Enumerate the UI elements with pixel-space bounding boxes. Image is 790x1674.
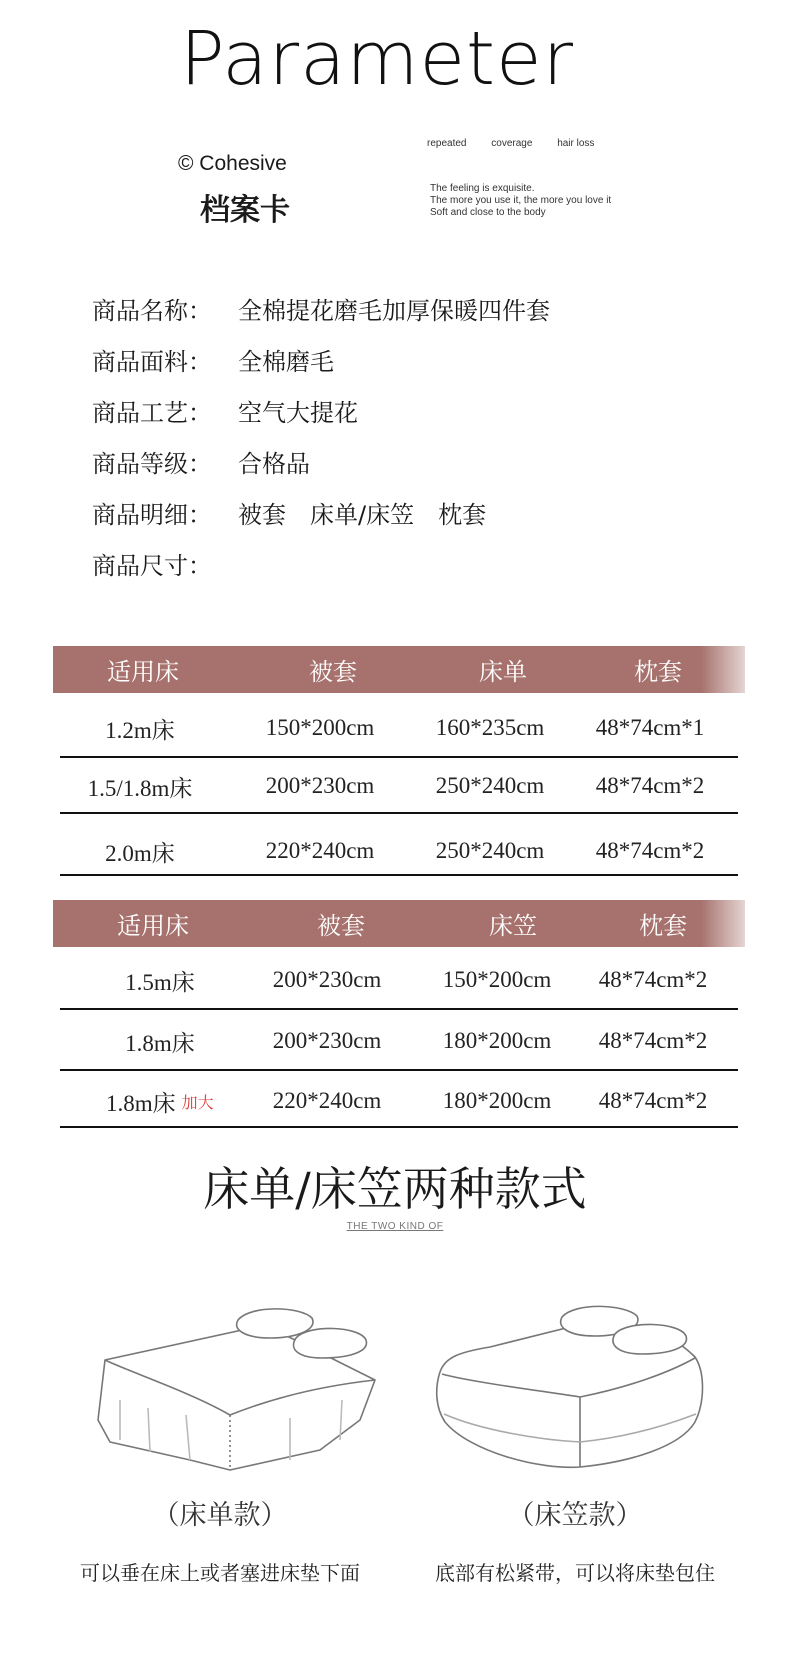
table-cell: 2.0m床 [105, 840, 175, 866]
table-header-cell: 被套 [309, 658, 357, 686]
table-cell: 48*74cm*2 [598, 1028, 708, 1053]
table-cell: 180*200cm [442, 1028, 552, 1053]
table-cell: 200*230cm [272, 967, 382, 992]
table-row [60, 820, 738, 882]
info-row-grade [92, 444, 310, 478]
row-divider [60, 1126, 738, 1128]
info-row-fabric [92, 342, 334, 376]
table-cell-text: 1.8m床 [106, 1090, 176, 1116]
info-label: 商品尺寸： [92, 551, 212, 580]
row-divider [60, 874, 738, 876]
row-divider [60, 1069, 738, 1071]
table-cell: 1.8m床 [125, 1030, 195, 1056]
page-title: Parameter [180, 16, 574, 102]
oversize-tag: 加大 [181, 1092, 214, 1112]
flat-sheet-description: 可以垂在床上或者塞进床垫下面 [80, 1561, 360, 1585]
table-cell: 150*200cm [265, 715, 375, 740]
table-cell: 48*74cm*2 [598, 1088, 708, 1113]
info-row-size [92, 546, 238, 580]
table1-header [53, 646, 745, 693]
info-label: 商品名称： [92, 296, 212, 325]
info-label: 商品面料： [92, 347, 212, 376]
table-cell: 220*240cm [272, 1088, 382, 1113]
fitted-sheet-description: 底部有松紧带，可以将床垫包住 [435, 1561, 715, 1585]
table-cell: 200*230cm [265, 773, 375, 798]
table-row [60, 952, 738, 1008]
info-row-contents [92, 495, 486, 529]
table-cell: 200*230cm [272, 1028, 382, 1053]
table-cell: 160*235cm [435, 715, 545, 740]
row-divider [60, 812, 738, 814]
fitted-sheet-style-name: （床笠款） [507, 1500, 643, 1531]
table-header-cell: 被套 [317, 912, 365, 940]
table2-header [53, 900, 745, 947]
info-value: 全棉提花磨毛加厚保暖四件套 [238, 296, 550, 325]
brand-name: © Cohesive [178, 152, 287, 175]
header-fade [701, 646, 745, 693]
info-value: 被套 床单/床笠 枕套 [238, 500, 487, 529]
table-cell: 1.5/1.8m床 [87, 775, 193, 801]
flat-sheet-illustration [90, 1300, 390, 1480]
info-label: 商品工艺： [92, 398, 212, 427]
info-row-craft [92, 393, 358, 427]
tagline-line: The more you use it, the more you love it [430, 195, 612, 206]
brand-subtitle: 档案卡 [200, 193, 290, 228]
table-cell: 150*200cm [442, 967, 552, 992]
table-header-cell: 床笠 [489, 912, 537, 940]
table-header-cell: 枕套 [639, 912, 687, 940]
table-cell: 48*74cm*1 [595, 715, 705, 740]
info-row-name [92, 291, 550, 325]
row-divider [60, 1008, 738, 1010]
header-fade [701, 900, 745, 947]
info-value: 全棉磨毛 [238, 347, 334, 376]
table-cell: 1.5m床 [125, 969, 195, 995]
feature-tag: repeated [427, 138, 467, 149]
table-row [60, 758, 738, 814]
table-header-cell: 适用床 [117, 912, 189, 940]
feature-tag: coverage [491, 138, 533, 149]
table-cell: 48*74cm*2 [595, 773, 705, 798]
feature-tag: hair loss [557, 138, 595, 149]
table-header-cell: 枕套 [634, 658, 682, 686]
tagline-line: The feeling is exquisite. [430, 183, 535, 194]
table-header-cell: 床单 [479, 658, 527, 686]
flat-sheet-style-name: （床单款） [152, 1500, 288, 1531]
info-label: 商品等级： [92, 449, 212, 478]
table-row [60, 700, 738, 756]
styles-subtitle: THE TWO KIND OF [346, 1221, 444, 1232]
table-header-cell: 适用床 [107, 658, 179, 686]
info-value: 合格品 [238, 449, 310, 478]
table-cell: 250*240cm [435, 773, 545, 798]
table-cell: 48*74cm*2 [595, 838, 705, 863]
table-cell: 180*200cm [442, 1088, 552, 1113]
info-value: 空气大提花 [238, 398, 358, 427]
tagline [430, 183, 611, 219]
info-label: 商品明细： [92, 500, 212, 529]
table-cell: 250*240cm [435, 838, 545, 863]
table-cell: 48*74cm*2 [598, 967, 708, 992]
feature-tags [427, 138, 616, 149]
table-cell: 220*240cm [265, 838, 375, 863]
tagline-line: Soft and close to the body [430, 207, 546, 218]
table-cell: 1.2m床 [105, 717, 175, 743]
fitted-sheet-illustration [430, 1302, 720, 1472]
table-row [60, 1073, 738, 1129]
table-row [60, 1013, 738, 1069]
styles-title: 床单/床笠两种款式 [203, 1162, 587, 1216]
